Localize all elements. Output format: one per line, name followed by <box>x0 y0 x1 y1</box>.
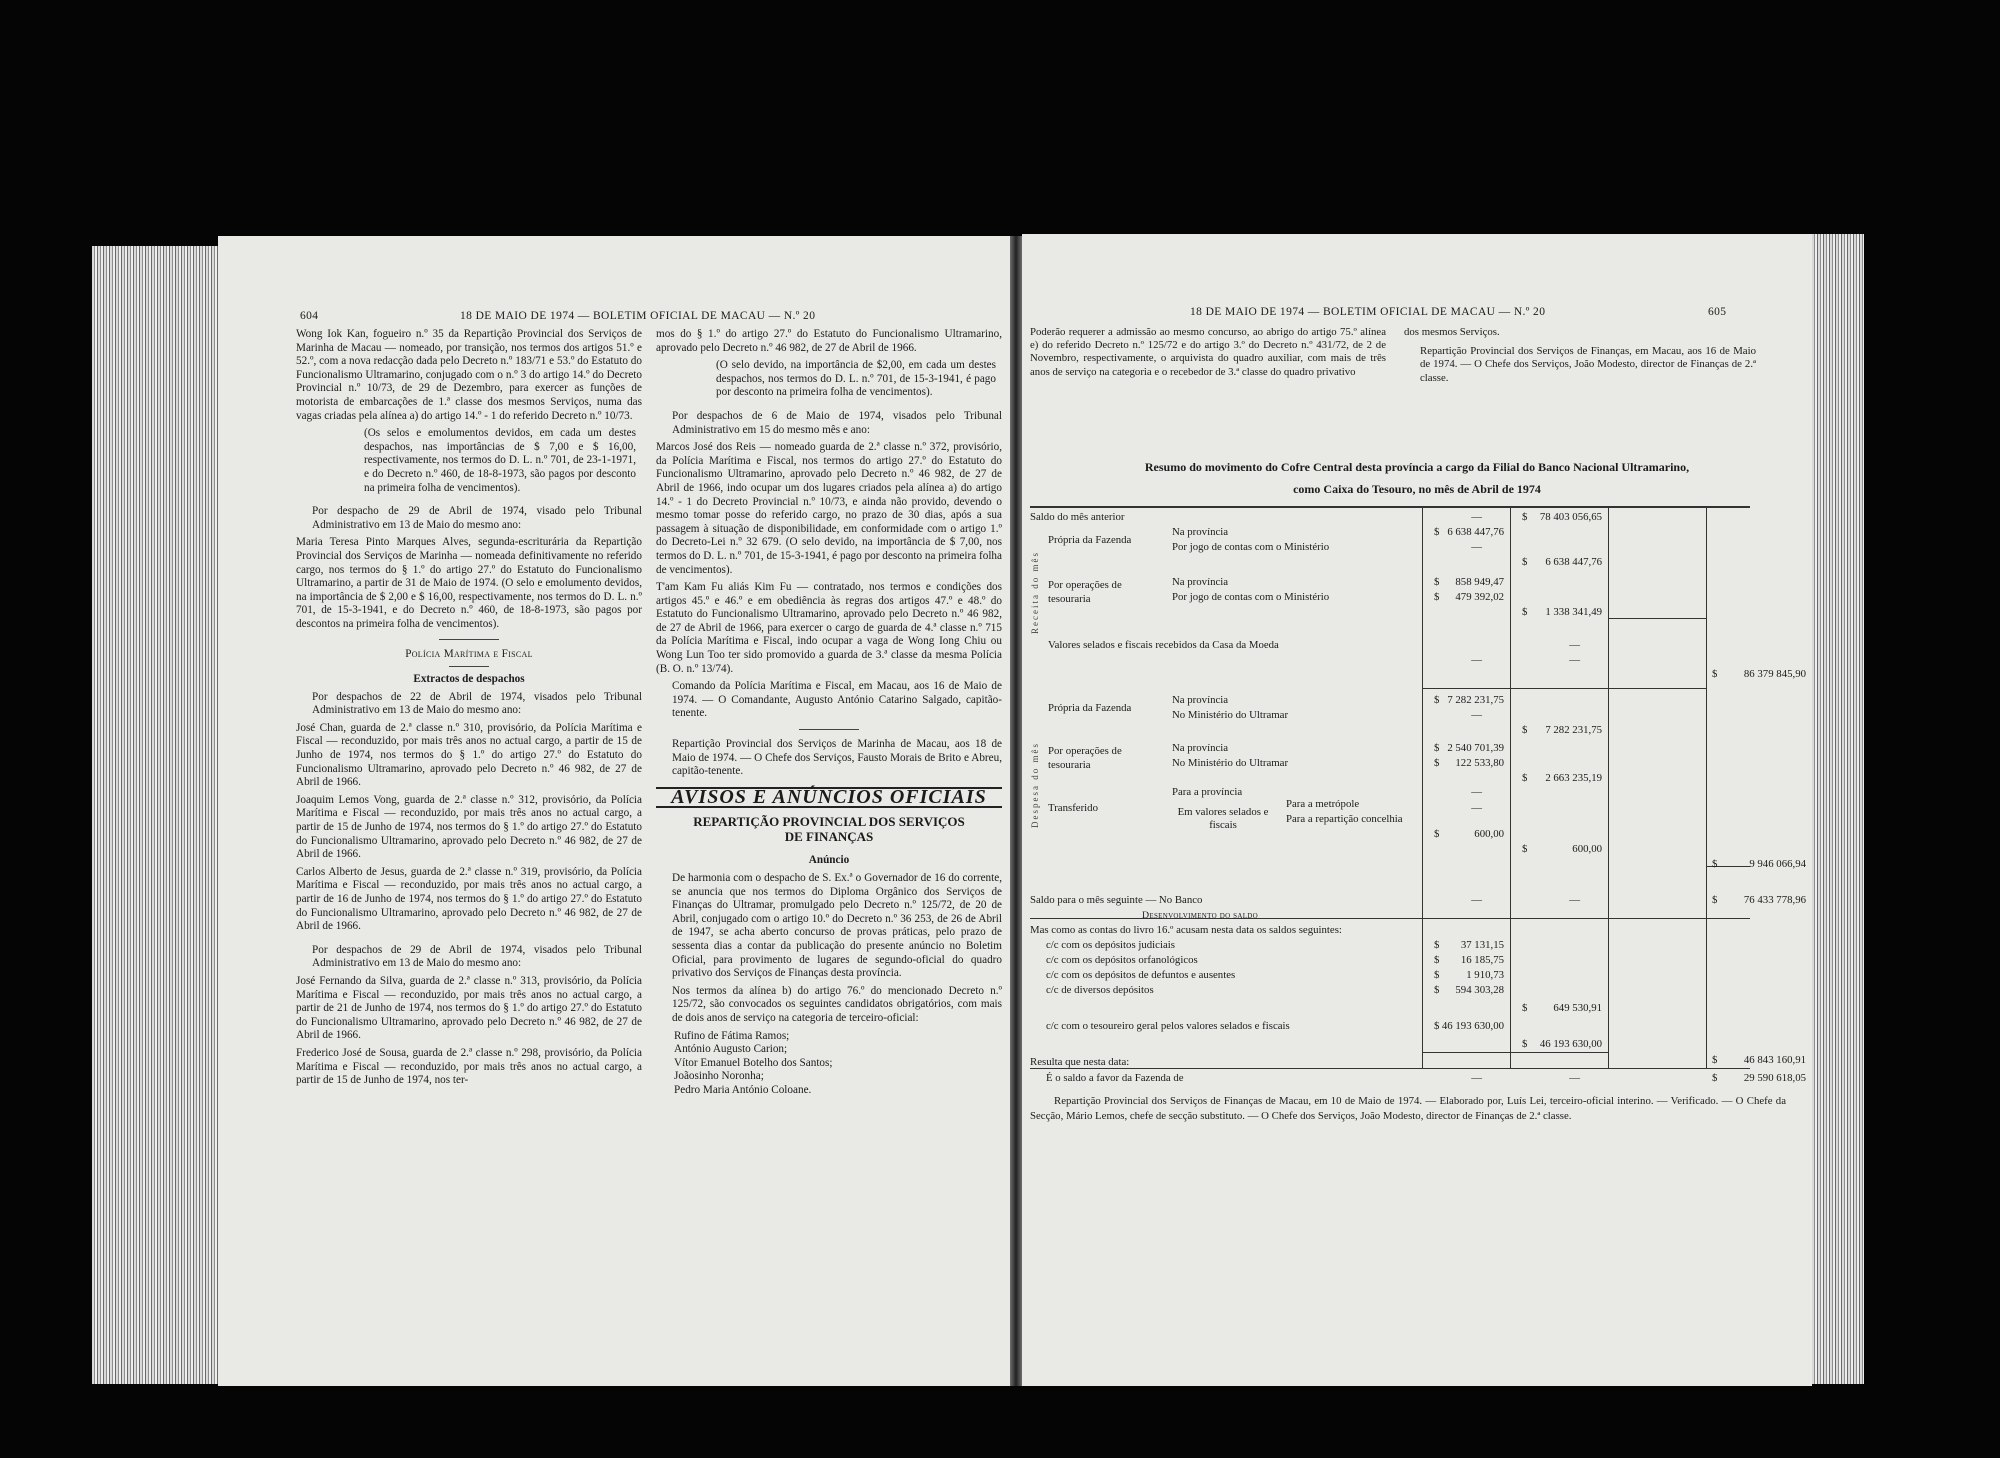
paragraph: Carlos Alberto de Jesus, guarda de 2.ª classe n.º 319, provisório, da Polícia Marítima e Fiscal — reconduzido, por mais três anos no actual cargo, a partir de 16 de Junho de 1974, nos termos do § 1.º do artigo 27.º do Estatuto do Funcionalismo Ultramarino, aprovado pelo Decreto n.º 46 982, de 27 de Abril de 1966. <box>296 865 642 933</box>
running-header-right: 18 DE MAIO DE 1974 — BOLETIM OFICIAL DE MACAU — N.º 20 <box>1190 306 1546 318</box>
table-row: Saldo para o mês seguinte — No Banco <box>1030 894 1203 906</box>
amount: 46 193 630,00 <box>1441 1020 1504 1032</box>
page-number-right: 605 <box>1708 306 1727 318</box>
amount: 29 590 618,05 <box>1743 1072 1806 1084</box>
amount: 16 185,75 <box>1460 954 1504 966</box>
left-column-1 <box>296 328 642 1092</box>
dollar-sign: $ <box>1434 591 1440 603</box>
dollar-sign: $ <box>1522 772 1528 784</box>
table-row: Mas como as contas do livro 16.º acusam nesta data os saldos seguintes: <box>1030 924 1342 936</box>
amount: 86 379 845,90 <box>1743 668 1806 680</box>
amount: — <box>1569 1072 1580 1084</box>
dollar-sign: $ <box>1522 1038 1528 1050</box>
table-rule <box>1030 918 1750 919</box>
amount: 2 663 235,19 <box>1545 772 1602 784</box>
paragraph: Maria Teresa Pinto Marques Alves, segunda-escriturária da Repartição Provincial dos Serviços de Marinha — nomeada definitivamente no referido cargo, nos termos do § 1.º do artigo 27.º do Estatuto do Funcionalismo Ultramarino, a partir de 31 de Maio de 1974. (O selo e emolumento devidos, na importância de $ 2,00 e $ 16,00, respectivamente, nos termos do D. L. n.º 701, de 15-3-1941, e do Decreto n.º 460, de 18-8-1973, são pagos por descontos na primeira folha de vencimentos). <box>296 536 642 630</box>
amount: — <box>1569 654 1580 666</box>
despesa-side-label: Despesa do mês <box>1030 742 1040 828</box>
amount: 2 540 701,39 <box>1447 742 1504 754</box>
amount: — <box>1471 541 1482 553</box>
table-row-label: Na província <box>1172 576 1229 588</box>
table-rule <box>1510 508 1511 1068</box>
avisos-banner: AVISOS E ANÚNCIOS OFICIAIS <box>656 787 1002 809</box>
dollar-sign: $ <box>1712 894 1718 906</box>
dollar-sign: $ <box>1522 843 1528 855</box>
paragraph: Marcos José dos Reis — nomeado guarda de 2.ª classe n.º 372, provisório, da Polícia Marítima e Fiscal, nos termos do artigo 27.º do Estatuto do Funcionalismo Ultramarino, aprovado pelo Decreto n.º 46 982, de 27 de Abril de 1966, indo ocupar um dos lugares criados pela alínea a) do artigo 14.º - 1 do Decreto Provincial n.º 10/73, e ainda não provido, devendo o mesmo tomar posse do referido cargo, no prazo de 30 dias, após a sua passagem à situação de disponibilidade, em conformidade com o artigo 1.º do Decreto-Lei n.º 32 679. (O selo devido, na importância de $ 7,00, nos termos do D. L. n.º 701, de 15-3-1941, é pago por desconto na primeira folha de vencimentos). <box>656 441 1002 576</box>
table-row: Desenvolvimento do saldo <box>1142 910 1259 921</box>
right-top-right-text <box>1404 326 1756 389</box>
right-page-edges <box>1812 234 1864 1384</box>
dollar-sign: $ <box>1434 939 1440 951</box>
subsection-heading: Extractos de despachos <box>413 673 525 686</box>
amount: — <box>1471 511 1482 523</box>
separator <box>449 666 489 667</box>
amount: — <box>1569 894 1580 906</box>
separator <box>439 639 499 640</box>
table-rule <box>1422 688 1608 689</box>
table-rule <box>1422 508 1423 1068</box>
dollar-sign: $ <box>1434 757 1440 769</box>
table-rule <box>1706 508 1707 1068</box>
paragraph: Por despachos de 6 de Maio de 1974, visados pelo Tribunal Administrativo em 15 do mesmo mês e ano: <box>672 409 1002 436</box>
table-rule <box>1608 508 1609 1068</box>
table-row-label: Para a metrópole <box>1286 798 1360 810</box>
table-row-label: No Ministério do Ultramar <box>1172 757 1289 769</box>
amount: 600,00 <box>1474 828 1504 840</box>
table-row-label: Própria da Fazenda <box>1048 534 1132 546</box>
paragraph: Por despacho de 29 de Abril de 1974, visado pelo Tribunal Administrativo em 13 de Maio do mesmo ano: <box>312 505 642 531</box>
table-row: c/c com os depósitos de defuntos e ausentes <box>1046 969 1236 981</box>
left-column-2 <box>656 328 1002 1098</box>
list-item: Rufino de Fátima Ramos; <box>674 1029 790 1042</box>
dollar-sign: $ <box>1712 668 1718 680</box>
table-row: Valores selados e fiscais recebidos da Casa da Moeda <box>1048 639 1279 651</box>
amount: 78 403 056,65 <box>1539 511 1602 523</box>
repartition-title-line: DE FINANÇAS <box>784 829 874 845</box>
table-row: Saldo do mês anterior <box>1030 511 1125 523</box>
paragraph: José Chan, guarda de 2.ª classe n.º 310, provisório, da Polícia Marítima e Fiscal — reconduzido, por mais três anos no actual cargo, a partir de 15 de Junho de 1974, nos termos do § 1.º do artigo 27.º do Estatuto do Funcionalismo Ultramarino, aprovado pelo Decreto n.º 46 982, de 27 de Abril de 1966. <box>296 721 642 789</box>
amount: 7 282 231,75 <box>1447 694 1504 706</box>
dollar-sign: $ <box>1712 1054 1718 1066</box>
amount: — <box>1471 894 1482 906</box>
running-header-left: 18 DE MAIO DE 1974 — BOLETIM OFICIAL DE MACAU — N.º 20 <box>460 310 816 322</box>
separator <box>799 729 859 730</box>
table-rule <box>1608 618 1706 619</box>
note: (O selo devido, na importância de $2,00, em cada um destes despachos, nos termos do D. L. n.º 701, de 15-3-1941, é pago por desconto na primeira folha de vencimentos). <box>716 359 996 399</box>
amount: 600,00 <box>1572 843 1602 855</box>
amount: 6 638 447,76 <box>1447 526 1504 538</box>
amount: 1 338 341,49 <box>1545 606 1602 618</box>
paragraph: Comando da Polícia Marítima e Fiscal, em Macau, aos 16 de Maio de 1974. — O Comandante, Augusto António Catarino Salgado, capitão-tenente. <box>672 680 1002 720</box>
paragraph: Repartição Provincial dos Serviços de Marinha de Macau, aos 18 de Maio de 1974. — O Chefe dos Serviços, Fausto Morais de Brito e Abreu, capitão-tenente. <box>672 738 1002 778</box>
amount: — <box>1471 802 1482 814</box>
dollar-sign: $ <box>1522 606 1528 618</box>
table-row-label: Transferido <box>1048 802 1098 814</box>
table-row-label: Na província <box>1172 694 1229 706</box>
dollar-sign: $ <box>1522 556 1528 568</box>
paragraph: Frederico José de Sousa, guarda de 2.ª classe n.º 298, provisório, da Polícia Marítima e Fiscal — reconduzido, por mais três anos no actual cargo, a partir de 15 de Junho de 1974, nos ter- <box>296 1046 642 1087</box>
table-row-label: Na província <box>1172 742 1229 754</box>
list-item: António Augusto Carion; <box>674 1043 788 1056</box>
page-number-left: 604 <box>300 310 319 322</box>
book-gutter <box>1010 236 1022 1386</box>
paragraph: dos mesmos Serviços. <box>1404 326 1500 338</box>
dollar-sign: $ <box>1434 1020 1440 1032</box>
paragraph: Joaquim Lemos Vong, guarda de 2.ª classe n.º 312, provisório, da Polícia Marítima e Fiscal — reconduzido, por mais três anos no actual cargo, a partir de 15 de Junho de 1974, nos termos do § 1.º do artigo 27.º do Estatuto do Funcionalismo Ultramarino, aprovado pelo Decreto n.º 46 982, de 27 de Abril de 1966. <box>296 793 642 861</box>
table-row-label: No Ministério do Ultramar <box>1172 709 1289 721</box>
table-row: c/c com os depósitos orfanológicos <box>1046 954 1198 966</box>
dollar-sign: $ <box>1712 858 1718 870</box>
table-row-label: Na província <box>1172 526 1229 538</box>
left-page <box>218 236 1010 1386</box>
table-row: c/c com o tesoureiro geral pelos valores selados e fiscais <box>1046 1020 1290 1032</box>
paragraph: Por despachos de 22 de Abril de 1974, visados pelo Tribunal Administrativo em 13 de Maio do mesmo ano: <box>312 690 642 717</box>
dollar-sign: $ <box>1434 576 1440 588</box>
dollar-sign: $ <box>1434 742 1440 754</box>
amount: 7 282 231,75 <box>1545 724 1602 736</box>
amount: 1 910,73 <box>1466 969 1504 981</box>
receita-side-label: Receita do mês <box>1030 551 1040 634</box>
paragraph: Por despachos de 29 de Abril de 1974, visados pelo Tribunal Administrativo em 13 de Maio do mesmo ano: <box>312 943 642 970</box>
dollar-sign: $ <box>1434 526 1440 538</box>
table-row-label: Para a província <box>1172 786 1243 798</box>
section-heading: Polícia Marítima e Fiscal <box>405 648 533 661</box>
table-rule <box>1030 506 1750 508</box>
paragraph: José Fernando da Silva, guarda de 2.ª classe n.º 313, provisório, da Polícia Marítima e Fiscal — reconduzido, por mais três anos no actual cargo, a partir de 21 de Junho de 1974, nos termos do § 1.º do artigo 27.º do Estatuto do Funcionalismo Ultramarino, aprovado pelo Decreto n.º 46 982, de 27 de Abril de 1966. <box>296 974 642 1042</box>
table-rule <box>1030 1068 1750 1069</box>
table-rule <box>1608 688 1706 689</box>
repartition-title-line: REPARTIÇÃO PROVINCIAL DOS SERVIÇOS <box>693 814 965 830</box>
list-item: Joãosinho Noronha; <box>674 1070 764 1083</box>
dollar-sign: $ <box>1522 511 1528 523</box>
candidate-list <box>656 1030 1002 1098</box>
list-item: Vítor Emanuel Botelho dos Santos; <box>674 1056 833 1069</box>
paragraph: mos do § 1.º do artigo 27.º do Estatuto do Funcionalismo Ultramarino, aprovado pelo Decreto n.º 46 982, de 27 de Abril de 1966. <box>656 328 1002 354</box>
table-row-label: Própria da Fazenda <box>1048 702 1132 714</box>
amount: — <box>1569 639 1580 651</box>
table-row: Resulta que nesta data: <box>1030 1056 1130 1068</box>
dollar-sign: $ <box>1434 984 1440 996</box>
amount: 122 533,80 <box>1455 757 1504 769</box>
paragraph: Repartição Provincial dos Serviços de Finanças, em Macau, aos 16 de Maio de 1974. — O Chefe dos Serviços, João Modesto, director de Finanças de 2.ª classe. <box>1420 345 1756 384</box>
amount: 6 638 447,76 <box>1545 556 1602 568</box>
amount: 649 530,91 <box>1553 1002 1602 1014</box>
amount: 76 433 778,96 <box>1743 894 1806 906</box>
amount: 479 392,02 <box>1455 591 1504 603</box>
amount: — <box>1471 654 1482 666</box>
right-top-left-text: Poderão requerer a admissão ao mesmo concurso, ao abrigo do artigo 75.º alínea e) do referido Decreto n.º 125/72 e do artigo 3.º do Decreto n.º 431/72, de 2 de Novembro, respectivamente, o arquivista do quadro auxiliar, com mais de três anos de serviço na categoria e o recebedor de 3.ª classe do quadro privativo <box>1030 326 1386 378</box>
paragraph: Nos termos da alínea b) do artigo 76.º do mencionado Decreto n.º 125/72, são convocados os seguintes candidatos obrigatórios, com mais de dois anos de serviço na categoria de terceiro-oficial: <box>672 984 1002 1024</box>
table-row: É o saldo a favor da Fazenda de <box>1046 1072 1184 1084</box>
table-title: Resumo do movimento do Cofre Central desta província a cargo da Filial do Banco Nacional Ultramarino, <box>1144 460 1690 474</box>
table-row-label: Por operações de tesouraria <box>1048 579 1122 605</box>
table-footer: Repartição Provincial dos Serviços de Finanças de Macau, em 10 de Maio de 1974. — Elaborado por, Luís Lei, terceiro-oficial interino. — Verificado. — O Chefe da Secção, Mário Lemos, chefe de secção substituto. — O Chefe dos Serviços, João Modesto, director de Finanças de 2.ª classe. <box>1030 1095 1786 1122</box>
dollar-sign: $ <box>1434 969 1440 981</box>
anuncio-heading: Anúncio <box>808 854 850 867</box>
list-item: Pedro Maria António Coloane. <box>674 1083 812 1096</box>
table-row-label: Por operações de tesouraria <box>1048 745 1122 771</box>
table-row: c/c de diversos depósitos <box>1046 984 1154 996</box>
table-rule <box>1422 1052 1608 1053</box>
amount: — <box>1471 786 1482 798</box>
table-row-label: Por jogo de contas com o Ministério <box>1172 591 1330 603</box>
amount: 594 303,28 <box>1455 984 1504 996</box>
amount: 46 843 160,91 <box>1743 1054 1806 1066</box>
table-title: como Caixa do Tesouro, no mês de Abril de 1974 <box>1293 482 1541 496</box>
dollar-sign: $ <box>1434 954 1440 966</box>
left-page-edges <box>92 246 218 1384</box>
amount: — <box>1471 709 1482 721</box>
table-row-label: Em valores selados e fiscais <box>1177 806 1269 831</box>
paragraph: T'am Kam Fu aliás Kim Fu — contratado, nos termos e condições dos artigos 45.º e 46.º e em obediência às regras dos artigos 47.º e 48.º do Estatuto do Funcionalismo Ultramarino, aprovado pelo Decreto n.º 46 982, de 27 de Abril de 1966, para exercer o cargo de guarda de 4.ª classe n.º 715 da Polícia Marítima e Fiscal, indo ocupar a vaga de Wong Iong Chiu ou Wong Lun Too ter sido promovido a guarda de 3.ª classe da mesma Polícia (B. O. n.º 13/74). <box>656 581 1002 675</box>
right-page <box>1022 234 1812 1386</box>
paragraph: Wong Iok Kan, fogueiro n.º 35 da Repartição Provincial dos Serviços de Marinha de Macau — nomeado, por transição, nos termos dos artigos 51.º e 52.º, com a nova redacção dada pelo Decreto n.º 183/71 e 53.º do Estatuto do Funcionalismo Ultramarino, conjugado com o n.º 3 do artigo 14.º do Decreto Provincial n.º 10/73, de 29 de Dezembro, para exercer as funções de motorista de embarcações de 1.ª classe dos mesmos Serviços, numa das vagas criadas pela alínea a) do artigo 14.º - 1 do referido Decreto n.º 10/73. <box>296 328 642 422</box>
dollar-sign: $ <box>1434 694 1440 706</box>
dollar-sign: $ <box>1434 828 1440 840</box>
amount: 46 193 630,00 <box>1539 1038 1602 1050</box>
note: (Os selos e emolumentos devidos, em cada um destes despachos, nas importâncias de $ 7,00 e $ 16,00, respectivamente, nos termos do D. L. n.º 701, de 23-1-1971, e do Decreto n.º 460, de 18-8-1973, são pagos por desconto na primeira folha de vencimentos). <box>364 427 636 494</box>
amount: 858 949,47 <box>1455 576 1504 588</box>
amount: 37 131,15 <box>1460 939 1504 951</box>
table-row: c/c com os depósitos judiciais <box>1046 939 1175 951</box>
dollar-sign: $ <box>1522 1002 1528 1014</box>
amount: — <box>1471 1072 1482 1084</box>
table-row-label: Para a repartição concelhia <box>1286 813 1403 825</box>
table-row-label: Por jogo de contas com o Ministério <box>1172 541 1330 553</box>
repartition-title <box>656 814 1002 844</box>
paragraph: De harmonia com o despacho de S. Ex.ª o Governador de 16 do corrente, se anuncia que nos termos do Diploma Orgânico dos Serviços de Finanças do Ultramar, promulgado pelo Decreto n.º 125/72, de 20 de Abril, conjugado com o artigo 10.º do Decreto n.º 36 253, de 26 de Abril de 1947, se acha aberto concurso de provas práticas, pelo prazo de sessenta dias a contar da publicação do presente anúncio no Boletim Oficial, para provimento de lugares de segundo-oficial do quadro privativo dos Serviços de Finanças desta província. <box>672 872 1002 980</box>
dollar-sign: $ <box>1522 724 1528 736</box>
amount: 9 946 066,94 <box>1749 858 1806 870</box>
dollar-sign: $ <box>1712 1072 1718 1084</box>
